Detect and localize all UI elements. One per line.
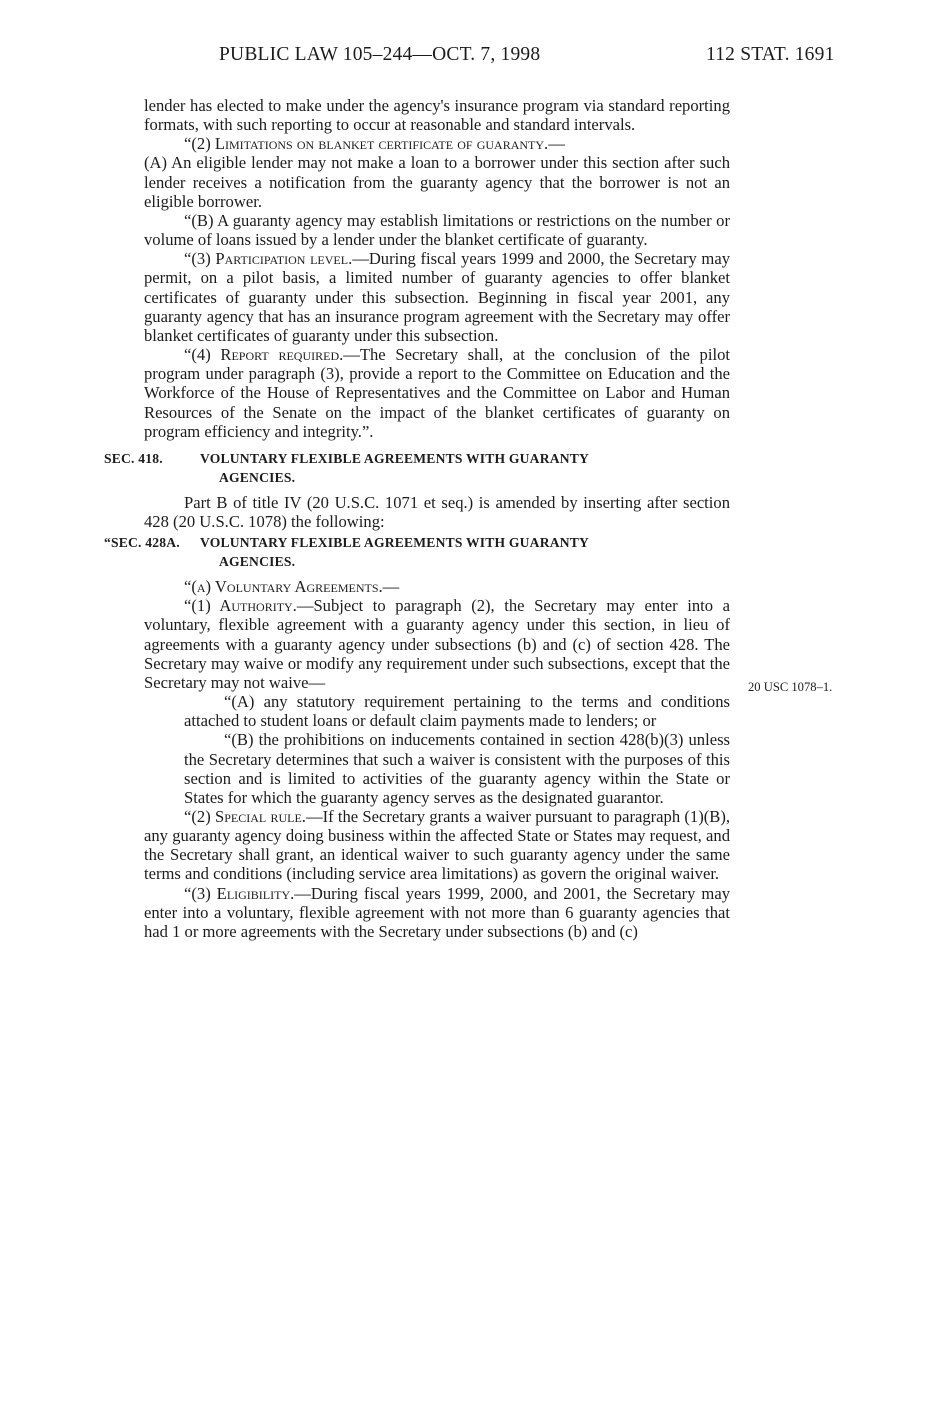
subsection-label: “(a) Voluntary Agreements.— — [184, 577, 400, 597]
body-text — [104, 96, 731, 941]
paragraph: “(A) any statutory requirement pertaining to the terms and conditions attached to student loans or default claim payments made to lenders; or — [184, 692, 730, 731]
subsection-label: “(1) Authority. — [184, 596, 297, 616]
paragraph: “(B) the prohibitions on inducements contained in section 428(b)(3) unless the Secretary determines that such a waiver is consistent with the purposes of this section and is limited to activities of the guaranty agency within the State or States for which the guaranty agency serves as the designated guarantor. — [184, 730, 730, 807]
section-number: “SEC. 428A. — [104, 535, 180, 551]
paragraph-heading — [144, 134, 730, 153]
section-title: VOLUNTARY FLEXIBLE AGREEMENTS WITH GUARANTY — [200, 535, 590, 551]
subsection-label: “(2) Limitations on blanket certificate of guaranty.— — [184, 134, 565, 154]
subsection-label: “(3) Participation level. — [184, 249, 353, 269]
paragraph-text: —During fiscal years 1999, 2000, and 2001, the Secretary may enter into a voluntary, flexible agreement with not more than 6 guaranty agencies that had 1 or more agreements with the Secretary under subsections (b) and (c) — [144, 883, 730, 941]
paragraph: Part B of title IV (20 U.S.C. 1071 et seq.) is amended by inserting after section 428 (20 U.S.C. 1078) the following: — [144, 492, 730, 531]
paragraph — [144, 345, 730, 441]
paragraph-text: —The Secretary shall, at the conclusion of the pilot program under paragraph (3), provide a report to the Committee on Education and the Workforce of the House of Representatives and the Committee on Labor and Human Resources of the Senate on the impact of the blanket certificates of guaranty on program efficiency and integrity.”. — [144, 345, 730, 441]
paragraph: (A) An eligible lender may not make a loan to a borrower under this section after such lender receives a notification from the guaranty agency that the borrower is not an eligible borrower. — [144, 153, 730, 211]
paragraph — [144, 596, 730, 692]
paragraph: lender has elected to make under the agency's insurance program via standard reporting formats, with such reporting to occur at reasonable and standard intervals. — [144, 96, 730, 135]
paragraph-text: —Subject to paragraph (2), the Secretary may enter into a voluntary, flexible agreement with a guaranty agency under this section, in lieu of agreements with a guaranty agency under subsections (b) and (c) of section 428. The Secretary may waive or modify any requirement under such subsections, except that the Secretary may not waive— — [144, 596, 730, 692]
section-heading — [104, 533, 730, 571]
subsection-label: “(4) Report required. — [184, 345, 344, 365]
section-title: VOLUNTARY FLEXIBLE AGREEMENTS WITH GUARANTY — [200, 450, 590, 466]
paragraph: “(B) A guaranty agency may establish limitations or restrictions on the number or volume of loans issued by a lender under the blanket certificate of guaranty. — [144, 210, 730, 250]
paragraph-heading — [144, 577, 730, 596]
margin-citation: 20 USC 1078–1. — [748, 680, 833, 694]
section-title-continued: AGENCIES. — [219, 469, 296, 485]
paragraph-text: —If the Secretary grants a waiver pursuant to paragraph (1)(B), any guaranty agency doing business within the affected State or States may request, and the Secretary shall grant, an identical waiver to such guaranty agency under the same terms and conditions (including service area limitations) as govern the original waiver. — [144, 807, 731, 884]
statute-page-number: 112 STAT. 1691 — [706, 44, 835, 65]
paragraph — [144, 249, 730, 345]
subsection-label: “(3) Eligibility. — [184, 883, 295, 903]
paragraph — [144, 884, 730, 941]
section-number: SEC. 418. — [104, 450, 163, 466]
paragraph — [144, 807, 730, 884]
section-heading — [104, 449, 730, 487]
section-title-continued: AGENCIES. — [219, 554, 296, 570]
law-citation: PUBLIC LAW 105–244—OCT. 7, 1998 — [219, 44, 541, 65]
subsection-label: “(2) Special rule. — [184, 807, 306, 826]
page-header — [0, 44, 947, 74]
paragraph-text: —During fiscal years 1999 and 2000, the Secretary may permit, on a pilot basis, a limited number of guaranty agencies to offer blanket certificates of guaranty under this subsection. Beginning in fiscal year 2001, any guaranty agency that has an insurance program agreement with the Secretary may offer blanket certificates of guaranty under this subsection. — [144, 249, 730, 345]
